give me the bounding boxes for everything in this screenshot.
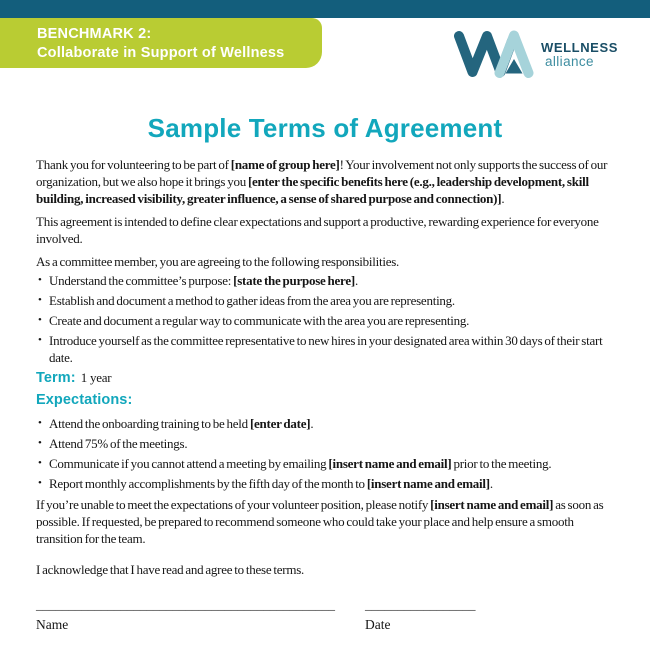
bullet-icon: • (38, 314, 42, 326)
list-item (36, 292, 614, 309)
logo-wordmark-wellness: WELLNESS (540, 39, 618, 55)
bullet-icon: • (38, 334, 42, 346)
responsibilities-list (36, 272, 614, 366)
date-signature-block (365, 597, 476, 633)
list-item-text: Attend the onboarding training to be held [enter date]. (49, 416, 314, 431)
name-signature-line: ______________________________________________ (36, 597, 335, 612)
name-label: Name (36, 617, 69, 632)
benchmark-number: BENCHMARK 2: (37, 26, 152, 42)
list-item (36, 435, 614, 452)
expectations-list (36, 415, 614, 492)
bullet-icon: • (38, 417, 42, 429)
acknowledgement-line: I acknowledge that I have read and agree to these terms. (36, 562, 305, 577)
page-title: Sample Terms of Agreement (147, 113, 503, 143)
header-bar (0, 0, 650, 18)
intro-paragraph: Thank you for volunteering to be part of [name of group here]! Your involvement not only supports the success of our organization, but we also hope it brings you [enter the specific benefits here (e.g., leadership development, skill building, increased visibility, greater influence, a sense of shared purpose and connection)]. (36, 157, 608, 206)
expectations-heading: Expectations: (36, 392, 133, 408)
list-item (36, 415, 614, 432)
list-item-text: Create and document a regular way to communicate with the area you are representing. (49, 313, 470, 328)
term-row (36, 369, 614, 387)
name-signature-block (36, 597, 335, 633)
benchmark-banner (0, 18, 322, 68)
list-item-text: Understand the committee’s purpose: [state the purpose here]. (49, 273, 358, 288)
list-item-text: Report monthly accomplishments by the fifth day of the month to [insert name and email]. (49, 476, 493, 491)
closing-paragraph: If you’re unable to meet the expectations of your volunteer position, please notify [insert name and email] as soon as possible. If requested, be prepared to recommend someone who could take your place and help ensure a smooth transition for the team. (36, 497, 604, 546)
bullet-icon: • (38, 274, 42, 286)
agreement-purpose-paragraph: This agreement is intended to define clear expectations and support a productive, rewarding experience for everyone involved. (36, 214, 599, 246)
bullet-icon: • (38, 294, 42, 306)
list-item-text: Establish and document a method to gather ideas from the area you are representing. (49, 293, 455, 308)
list-item (36, 475, 614, 492)
date-signature-line: _________________ (365, 597, 476, 612)
logo-mark-icon (452, 28, 538, 80)
list-item (36, 272, 614, 289)
list-item-text: Communicate if you cannot attend a meeting by emailing [insert name and email] prior to the meeting. (49, 456, 552, 471)
benchmark-title: Collaborate in Support of Wellness (37, 45, 285, 61)
list-item (36, 455, 614, 472)
bullet-icon: • (38, 477, 42, 489)
logo-wordmark (541, 40, 618, 69)
responsibilities-lead-paragraph: As a committee member, you are agreeing to the following responsibilities. (36, 254, 400, 269)
bullet-icon: • (38, 457, 42, 469)
logo-wordmark-alliance: alliance (544, 53, 594, 69)
wellness-alliance-logo (452, 28, 618, 80)
signature-row (36, 597, 476, 633)
bullet-icon: • (38, 437, 42, 449)
date-label: Date (365, 617, 391, 632)
term-label: Term: (36, 370, 76, 386)
list-item-text: Attend 75% of the meetings. (49, 436, 188, 451)
list-item (36, 312, 614, 329)
list-item (36, 332, 614, 366)
list-item-text: Introduce yourself as the committee representative to new hires in your designated area within 30 days of their start date. (49, 333, 603, 365)
term-value: 1 year (80, 370, 112, 385)
